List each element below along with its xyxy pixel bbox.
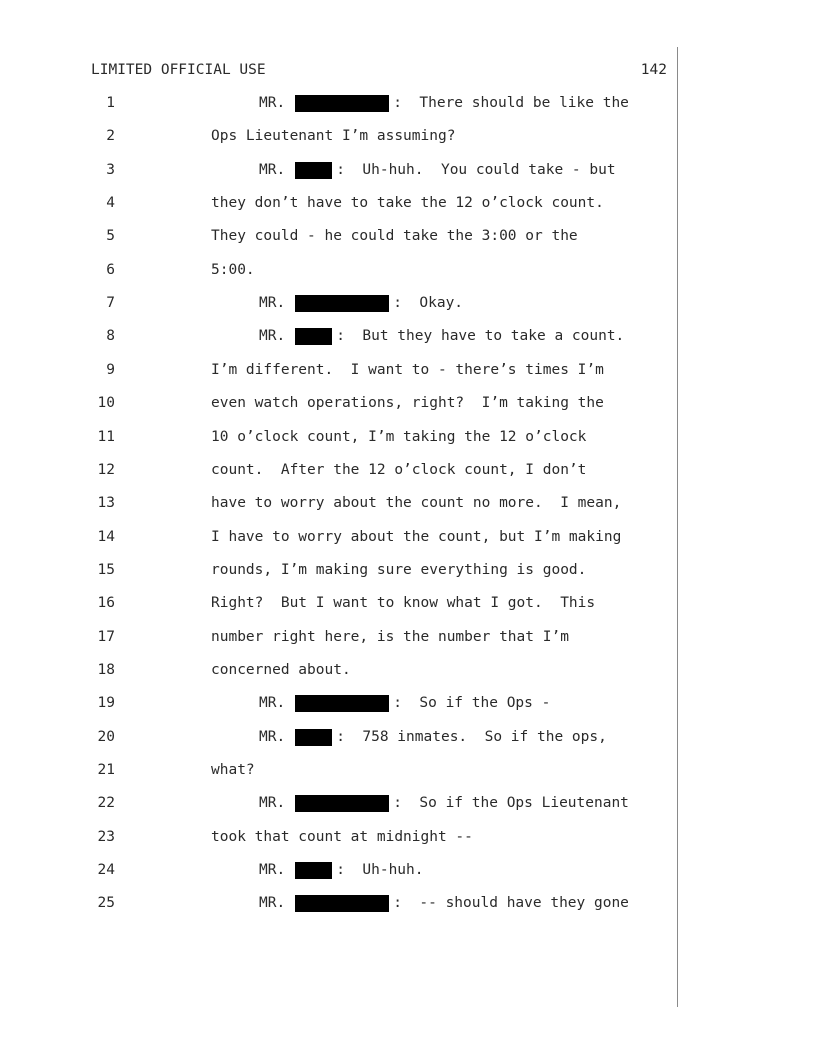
- line-number: 21: [97, 762, 115, 778]
- transcript-line: [0, 495, 680, 528]
- transcript-line: [0, 695, 680, 728]
- body-text: what?: [211, 762, 255, 778]
- line-text: [259, 328, 624, 345]
- body-text: count. After the 12 o’clock count, I don’t: [211, 461, 587, 478]
- redaction-block: [295, 162, 332, 179]
- line-number: 12: [97, 461, 115, 478]
- line-number: 11: [97, 428, 115, 445]
- transcript-line: [0, 895, 680, 928]
- line-text: [211, 495, 621, 512]
- line-text: [211, 228, 578, 245]
- body-text: rounds, I’m making sure everything is good.: [211, 561, 587, 578]
- line-number: 2: [106, 128, 115, 145]
- speaker-text: : So if the Ops Lieutenant: [393, 795, 629, 812]
- transcript-line: [0, 462, 680, 495]
- redaction-block: [295, 95, 389, 112]
- body-text: number right here, is the number that I’m: [211, 628, 569, 645]
- line-text: [211, 629, 569, 646]
- line-number: 17: [97, 628, 115, 645]
- transcript-line: [0, 562, 680, 595]
- body-text: they don’t have to take the 12 o’clock count.: [211, 195, 604, 212]
- transcript-line: [0, 729, 680, 762]
- classification-header: LIMITED OFFICIAL USE: [91, 62, 266, 78]
- line-text: [259, 795, 629, 812]
- line-number: 8: [106, 328, 115, 345]
- line-number: 15: [97, 561, 115, 578]
- speaker-text: : -- should have they gone: [393, 895, 629, 912]
- line-number: 10: [97, 395, 115, 412]
- transcript-line: [0, 762, 680, 795]
- line-text: [211, 429, 586, 446]
- line-text: [259, 95, 629, 112]
- line-text: [211, 529, 621, 546]
- redaction-block: [295, 795, 389, 812]
- speaker-label: MR.: [259, 328, 286, 345]
- speaker-label: MR.: [259, 95, 286, 111]
- line-number: 22: [97, 795, 115, 812]
- transcript-line: [0, 429, 680, 462]
- redaction-block: [295, 695, 389, 712]
- redaction-block: [295, 862, 332, 879]
- transcript-line: [0, 262, 680, 295]
- body-text: I’m different. I want to - there’s times I’m: [211, 361, 604, 378]
- transcript-line: [0, 395, 680, 428]
- body-text: Right? But I want to know what I got. This: [211, 595, 596, 612]
- body-text: have to worry about the count no more. I mean,: [211, 495, 622, 512]
- transcript-line: [0, 795, 680, 828]
- transcript-line: [0, 662, 680, 695]
- transcript-line: [0, 629, 680, 662]
- transcript-line: [0, 95, 680, 128]
- line-text: [259, 895, 629, 912]
- line-text: [211, 562, 586, 579]
- body-text: concerned about.: [211, 661, 351, 678]
- speaker-text: : Okay.: [393, 295, 464, 312]
- speaker-text: : Uh-huh. You could take - but: [336, 161, 616, 178]
- line-text: [211, 829, 473, 846]
- body-text: even watch operations, right? I’m taking the: [211, 395, 604, 412]
- line-text: [211, 662, 351, 679]
- line-number: 5: [106, 228, 115, 245]
- line-number: 13: [97, 495, 115, 512]
- line-number: 7: [106, 295, 115, 312]
- line-number: 14: [97, 528, 115, 545]
- transcript-line: [0, 829, 680, 862]
- speaker-text: : Uh-huh.: [336, 862, 424, 879]
- transcript-line: [0, 128, 680, 161]
- speaker-text: : So if the Ops -: [393, 695, 551, 712]
- speaker-label: MR.: [259, 695, 286, 712]
- line-text: [211, 395, 604, 412]
- body-text: 10 o’clock count, I’m taking the 12 o’clock: [211, 428, 587, 445]
- body-text: 5:00.: [211, 261, 255, 278]
- line-number: 16: [97, 595, 115, 612]
- speaker-text: : There should be like the: [393, 95, 629, 111]
- line-text: [259, 295, 463, 312]
- body-text: I have to worry about the count, but I’m making: [211, 528, 622, 545]
- line-number: 9: [106, 361, 115, 378]
- line-text: [211, 362, 604, 379]
- transcript-line: [0, 862, 680, 895]
- line-number: 1: [106, 95, 115, 111]
- line-text: [259, 862, 424, 879]
- transcript-line: [0, 228, 680, 261]
- transcript-line: [0, 595, 680, 628]
- speaker-label: MR.: [259, 728, 286, 745]
- line-number: 3: [106, 161, 115, 178]
- transcript-line: [0, 529, 680, 562]
- line-text: [211, 595, 595, 612]
- line-number: 18: [97, 661, 115, 678]
- line-text: [211, 762, 255, 779]
- speaker-text: : But they have to take a count.: [336, 328, 625, 345]
- line-text: [259, 162, 616, 179]
- transcript-line: [0, 162, 680, 195]
- redaction-block: [295, 729, 332, 746]
- line-number: 24: [97, 862, 115, 879]
- speaker-label: MR.: [259, 161, 286, 178]
- line-number: 4: [106, 195, 115, 212]
- line-text: [259, 729, 607, 746]
- body-text: Ops Lieutenant I’m assuming?: [211, 128, 456, 145]
- transcript-line: [0, 195, 680, 228]
- redaction-block: [295, 328, 332, 345]
- speaker-text: : 758 inmates. So if the ops,: [336, 728, 607, 745]
- redaction-block: [295, 895, 389, 912]
- line-number: 19: [97, 695, 115, 712]
- speaker-label: MR.: [259, 295, 286, 312]
- line-number: 6: [106, 261, 115, 278]
- page-number: 142: [640, 62, 667, 78]
- line-number: 25: [97, 895, 115, 912]
- transcript-line: [0, 295, 680, 328]
- transcript-line: [0, 362, 680, 395]
- speaker-label: MR.: [259, 862, 286, 879]
- line-number: 23: [97, 828, 115, 845]
- line-number: 20: [97, 728, 115, 745]
- line-text: [211, 195, 604, 212]
- line-text: [211, 462, 586, 479]
- speaker-label: MR.: [259, 895, 286, 912]
- line-text: [259, 695, 550, 712]
- body-text: took that count at midnight --: [211, 828, 473, 845]
- line-text: [211, 262, 255, 279]
- line-text: [211, 128, 455, 145]
- speaker-label: MR.: [259, 795, 286, 812]
- body-text: They could - he could take the 3:00 or the: [211, 228, 578, 245]
- redaction-block: [295, 295, 389, 312]
- transcript-line: [0, 328, 680, 361]
